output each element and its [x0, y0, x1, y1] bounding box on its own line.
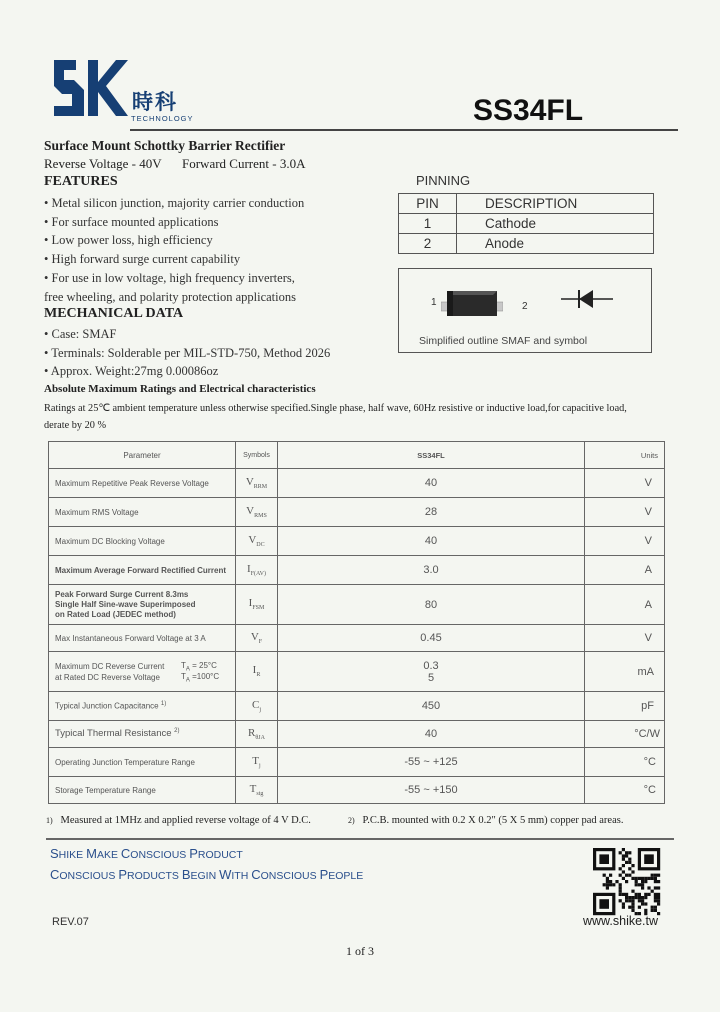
unit-cell: V [585, 625, 665, 652]
condition-2: $T_A =100^\circ C$ [181, 672, 220, 684]
symbol-cell: $I_{F(AV)}$ [236, 556, 278, 585]
value-cell: 28 [278, 498, 585, 527]
param-cell: Maximum Average Forward Rectified Current [49, 556, 236, 585]
symbol-cell: $I_{FSM}$ [236, 585, 278, 625]
list-item: • Case: SMAF [44, 327, 117, 341]
value-cell: 0.45 [278, 625, 585, 652]
unit-cell: A [585, 585, 665, 625]
outline-caption: Simplified outline SMAF and symbol [419, 335, 588, 347]
smaf-package-icon [441, 283, 503, 323]
pin-description: Anode [457, 234, 654, 254]
table-row [399, 194, 654, 214]
symbol-cell: $R_{\theta JA}$ [236, 721, 278, 748]
param-cell [49, 652, 236, 692]
ratings-table [48, 441, 665, 804]
slogan-rest: ONSCIOUS [59, 870, 119, 882]
pinning-title: PINNING [416, 173, 471, 188]
condition-1: $T_A = 25^\circ C$ [181, 661, 217, 673]
slogan-rest: ITH [231, 870, 252, 882]
unit-cell: V [585, 527, 665, 556]
table-row [399, 214, 654, 234]
footer-divider [46, 838, 674, 840]
slogan-cap: P [319, 867, 329, 882]
slogan-rest: EOPLE [328, 870, 364, 882]
slogan-rest: HIKE [58, 849, 87, 861]
slogan-cap: B [181, 867, 191, 882]
unit-cell: A [585, 556, 665, 585]
list-item: • Metal silicon junction, majority carrier conduction [44, 196, 305, 210]
list-item: • Terminals: Solderable per MIL-STD-750, Method 2026 [44, 345, 331, 360]
param-cell: Typical Thermal Resistance $^{2)}$ [49, 721, 236, 748]
company-logo [50, 56, 130, 120]
unit-cell: °C [585, 777, 665, 804]
symbol-cell: $I_R$ [236, 652, 278, 692]
slogan-cap: C [50, 867, 60, 882]
table-row [49, 527, 665, 556]
value-cell: 80 [278, 585, 585, 625]
table-row [49, 625, 665, 652]
slogan-rest: AKE [96, 849, 121, 861]
value-cell: 40 [278, 527, 585, 556]
col-header-units: Units [585, 442, 665, 469]
value-line: 0.3 [423, 659, 439, 672]
pinning-table [398, 193, 654, 254]
brand-technology: TECHNOLOGY [131, 114, 194, 123]
qr-code-icon [592, 848, 662, 916]
list-item: • Low power loss, high efficiency [44, 233, 213, 248]
table-row [49, 469, 665, 498]
symbol-cell: $V_F$ [236, 625, 278, 652]
list-item: • Approx. Weight:27mg 0.00086oz [44, 364, 219, 379]
value-cell: -55 ~ +150 [278, 777, 585, 804]
outline-label-2: 2 [522, 301, 528, 312]
slogan-cap: P [118, 867, 127, 882]
col-header-value: SS34FL [278, 442, 585, 469]
table-row [49, 498, 665, 527]
param-cell [49, 585, 236, 625]
param-cell: Max Instantaneous Forward Voltage at 3 A [49, 625, 236, 652]
mechanical-list [44, 325, 384, 381]
part-number-title: SS34FL [473, 94, 584, 127]
param-line: Single Half Sine-wave Superimposed [55, 599, 196, 609]
slogan-line-2 [50, 866, 363, 884]
table-row [399, 234, 654, 254]
table-row [49, 652, 665, 692]
value-cell: 450 [278, 692, 585, 721]
slogan-line-1 [50, 845, 243, 863]
symbol-cell: $V_{RRM}$ [236, 469, 278, 498]
sk-logo-icon [50, 56, 130, 120]
param-cell: Maximum Repetitive Peak Reverse Voltage [49, 469, 236, 498]
param-cell: Operating Junction Temperature Range [49, 748, 236, 777]
list-item: free wheeling, and polarity protection applications [44, 289, 296, 304]
table-row [49, 777, 665, 804]
symbol-cell: $T_j$ [236, 748, 278, 777]
param-line: Maximum DC Reverse Current [55, 661, 165, 671]
unit-cell: °C [585, 748, 665, 777]
param-line: Peak Forward Surge Current 8.3ms [55, 589, 189, 599]
table-row [49, 748, 665, 777]
product-title: Surface Mount Schottky Barrier Rectifier [44, 138, 286, 153]
mechanical-heading: MECHANICAL DATA [44, 306, 184, 321]
features-list [44, 194, 384, 306]
table-row [49, 556, 665, 585]
slogan-cap: S [50, 846, 59, 861]
brand-chinese: 時科 [132, 91, 178, 114]
symbol-cell: $V_{DC}$ [236, 527, 278, 556]
slogan-rest: EGIN [190, 870, 220, 882]
param-line: at Rated DC Reverse Voltage [55, 672, 160, 682]
symbol-cell: $C_j$ [236, 692, 278, 721]
pin-description: Cathode [457, 214, 654, 234]
table-row [49, 442, 665, 469]
unit-cell: mA [585, 652, 665, 692]
website-url[interactable]: www.shike.tw [583, 914, 659, 928]
list-item: • For surface mounted applications [44, 214, 219, 229]
description-header: DESCRIPTION [457, 194, 654, 214]
pin-number: 2 [399, 234, 457, 254]
footnote-2: 2) P.C.B. mounted with 0.2 X 0.2" (5 X 5 mm) copper pad areas. [348, 815, 624, 826]
param-line: on Rated Load (JEDEC method) [55, 609, 176, 619]
ratings-note-2: derate by 20 % [44, 420, 107, 431]
symbol-cell: $V_{RMS}$ [236, 498, 278, 527]
param-cell: Storage Temperature Range [49, 777, 236, 804]
pin-header: PIN [399, 194, 457, 214]
outline-box [398, 268, 652, 353]
table-row [49, 692, 665, 721]
list-item: • High forward surge current capability [44, 252, 241, 267]
header-divider [130, 129, 678, 131]
value-cell: -55 ~ +125 [278, 748, 585, 777]
forward-current: Forward Current - 3.0A [182, 156, 306, 171]
slogan-cap: C [120, 846, 131, 861]
slogan-rest: ONSCIOUS [130, 849, 190, 861]
pin-number: 1 [399, 214, 457, 234]
slogan-rest: RODUCT [197, 849, 243, 861]
value-cell [278, 652, 585, 692]
diode-symbol-icon [559, 287, 615, 311]
outline-label-1: 1 [431, 297, 437, 308]
value-cell: 3.0 [278, 556, 585, 585]
param-cell: Maximum RMS Voltage [49, 498, 236, 527]
value-cell: 40 [278, 469, 585, 498]
unit-cell: V [585, 469, 665, 498]
unit-cell: pF [585, 692, 665, 721]
value-line: 5 [427, 671, 435, 684]
unit-cell: V [585, 498, 665, 527]
slogan-cap: W [219, 867, 232, 882]
footnote-1: 1) Measured at 1MHz and applied reverse voltage of 4 V D.C. [46, 815, 311, 826]
features-heading: FEATURES [44, 174, 118, 189]
symbol-cell: $T_{stg}$ [236, 777, 278, 804]
slogan-cap: C [251, 867, 261, 882]
value-cell: 40 [278, 721, 585, 748]
list-item: • For use in low voltage, high frequency inverters, [44, 270, 295, 285]
reverse-voltage: Reverse Voltage - 40V [44, 156, 162, 171]
ratings-heading: Absolute Maximum Ratings and Electrical characteristics [44, 383, 316, 395]
col-header-parameter: Parameter [49, 442, 236, 469]
revision: REV.07 [52, 916, 89, 928]
slogan-cap: P [189, 846, 198, 861]
slogan-rest: RODUCTS [127, 870, 182, 882]
ratings-note-1: Ratings at 25℃ ambient temperature unless otherwise specified.Single phase, half wave, 60Hz resistive or inductive load,for capacitive load, [44, 403, 627, 414]
slogan-cap: M [86, 846, 97, 861]
param-cell: Maximum DC Blocking Voltage [49, 527, 236, 556]
param-cell: Typical Junction Capacitance $^{1)}$ [49, 692, 236, 721]
unit-cell: °C/W [585, 721, 665, 748]
slogan-rest: ONSCIOUS [260, 870, 320, 882]
col-header-symbols: Symbols [236, 442, 278, 469]
table-row [49, 585, 665, 625]
page-number: 1 of 3 [346, 944, 374, 958]
table-row [49, 721, 665, 748]
